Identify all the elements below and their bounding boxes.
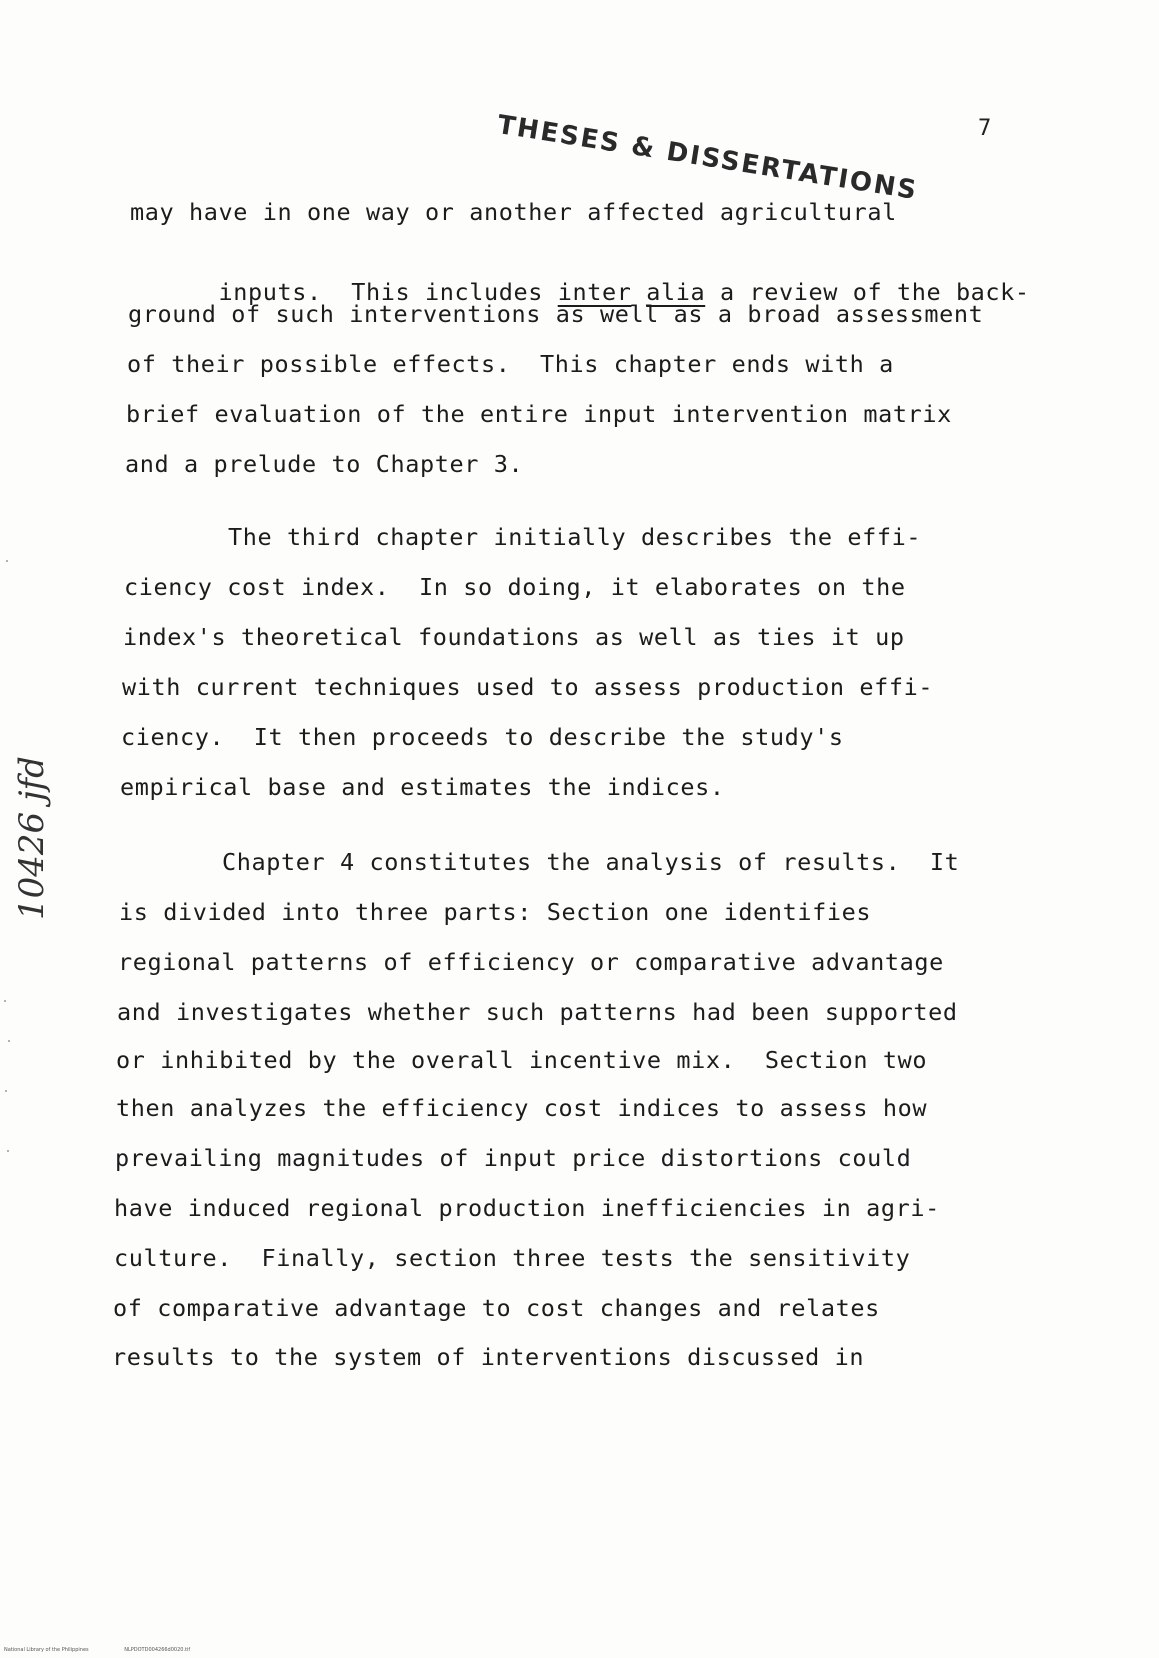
text-line: is divided into three parts: Section one identifies bbox=[119, 898, 872, 926]
handwritten-margin-note: 10426 jfd bbox=[12, 756, 52, 920]
text-line: ciency. It then proceeds to describe the study's bbox=[121, 723, 844, 751]
text-line: prevailing magnitudes of input price distortions could bbox=[115, 1144, 912, 1172]
scan-speck bbox=[7, 1150, 9, 1152]
footer-library: National Library of the Philippines bbox=[4, 1647, 89, 1653]
underlined-term: inter bbox=[557, 278, 632, 306]
scan-footer bbox=[4, 1647, 224, 1653]
text-line: with current techniques used to assess production effi- bbox=[122, 673, 934, 701]
text-line: brief evaluation of the entire input intervention matrix bbox=[126, 400, 952, 428]
theses-dissertations-stamp: THESES & DISSERTATIONS bbox=[495, 110, 920, 207]
text-line: culture. Finally, section three tests the sensitivity bbox=[114, 1244, 911, 1272]
text-line: of comparative advantage to cost changes and relates bbox=[113, 1294, 880, 1322]
line-segment: a review of the back- bbox=[705, 278, 1030, 306]
text-line: Chapter 4 constitutes the analysis of results. It bbox=[222, 848, 960, 876]
text-line: of their possible effects. This chapter ends with a bbox=[127, 350, 894, 378]
page-number: 7 bbox=[978, 116, 992, 141]
line-segment: inputs. This includes bbox=[218, 278, 558, 306]
scan-speck bbox=[4, 1000, 6, 1002]
text-line: then analyzes the efficiency cost indices to assess how bbox=[116, 1094, 928, 1122]
footer-file-id: NLPDOTD004266d0020.tif bbox=[124, 1647, 191, 1653]
text-line: empirical base and estimates the indices. bbox=[120, 773, 725, 801]
scan-speck bbox=[6, 560, 8, 562]
text-line: results to the system of interventions discussed in bbox=[112, 1343, 865, 1371]
text-line: and investigates whether such patterns had been supported bbox=[117, 998, 958, 1026]
text-line: ciency cost index. In so doing, it elaborates on the bbox=[124, 573, 906, 601]
underlined-term: alia bbox=[646, 278, 706, 306]
text-line: or inhibited by the overall incentive mix. Section two bbox=[116, 1046, 928, 1074]
text-line: regional patterns of efficiency or comparative advantage bbox=[118, 948, 944, 976]
text-line: The third chapter initially describes the effi- bbox=[228, 523, 922, 551]
text-line: ground of such interventions as well as a broad assessment bbox=[128, 300, 984, 328]
scan-speck bbox=[8, 1040, 10, 1042]
scan-speck bbox=[5, 1090, 7, 1092]
text-line: have induced regional production inefficiencies in agri- bbox=[114, 1194, 940, 1222]
text-line: index's theoretical foundations as well as ties it up bbox=[123, 623, 905, 651]
text-line: and a prelude to Chapter 3. bbox=[125, 450, 524, 478]
text-line: may have in one way or another affected agricultural bbox=[130, 198, 897, 226]
